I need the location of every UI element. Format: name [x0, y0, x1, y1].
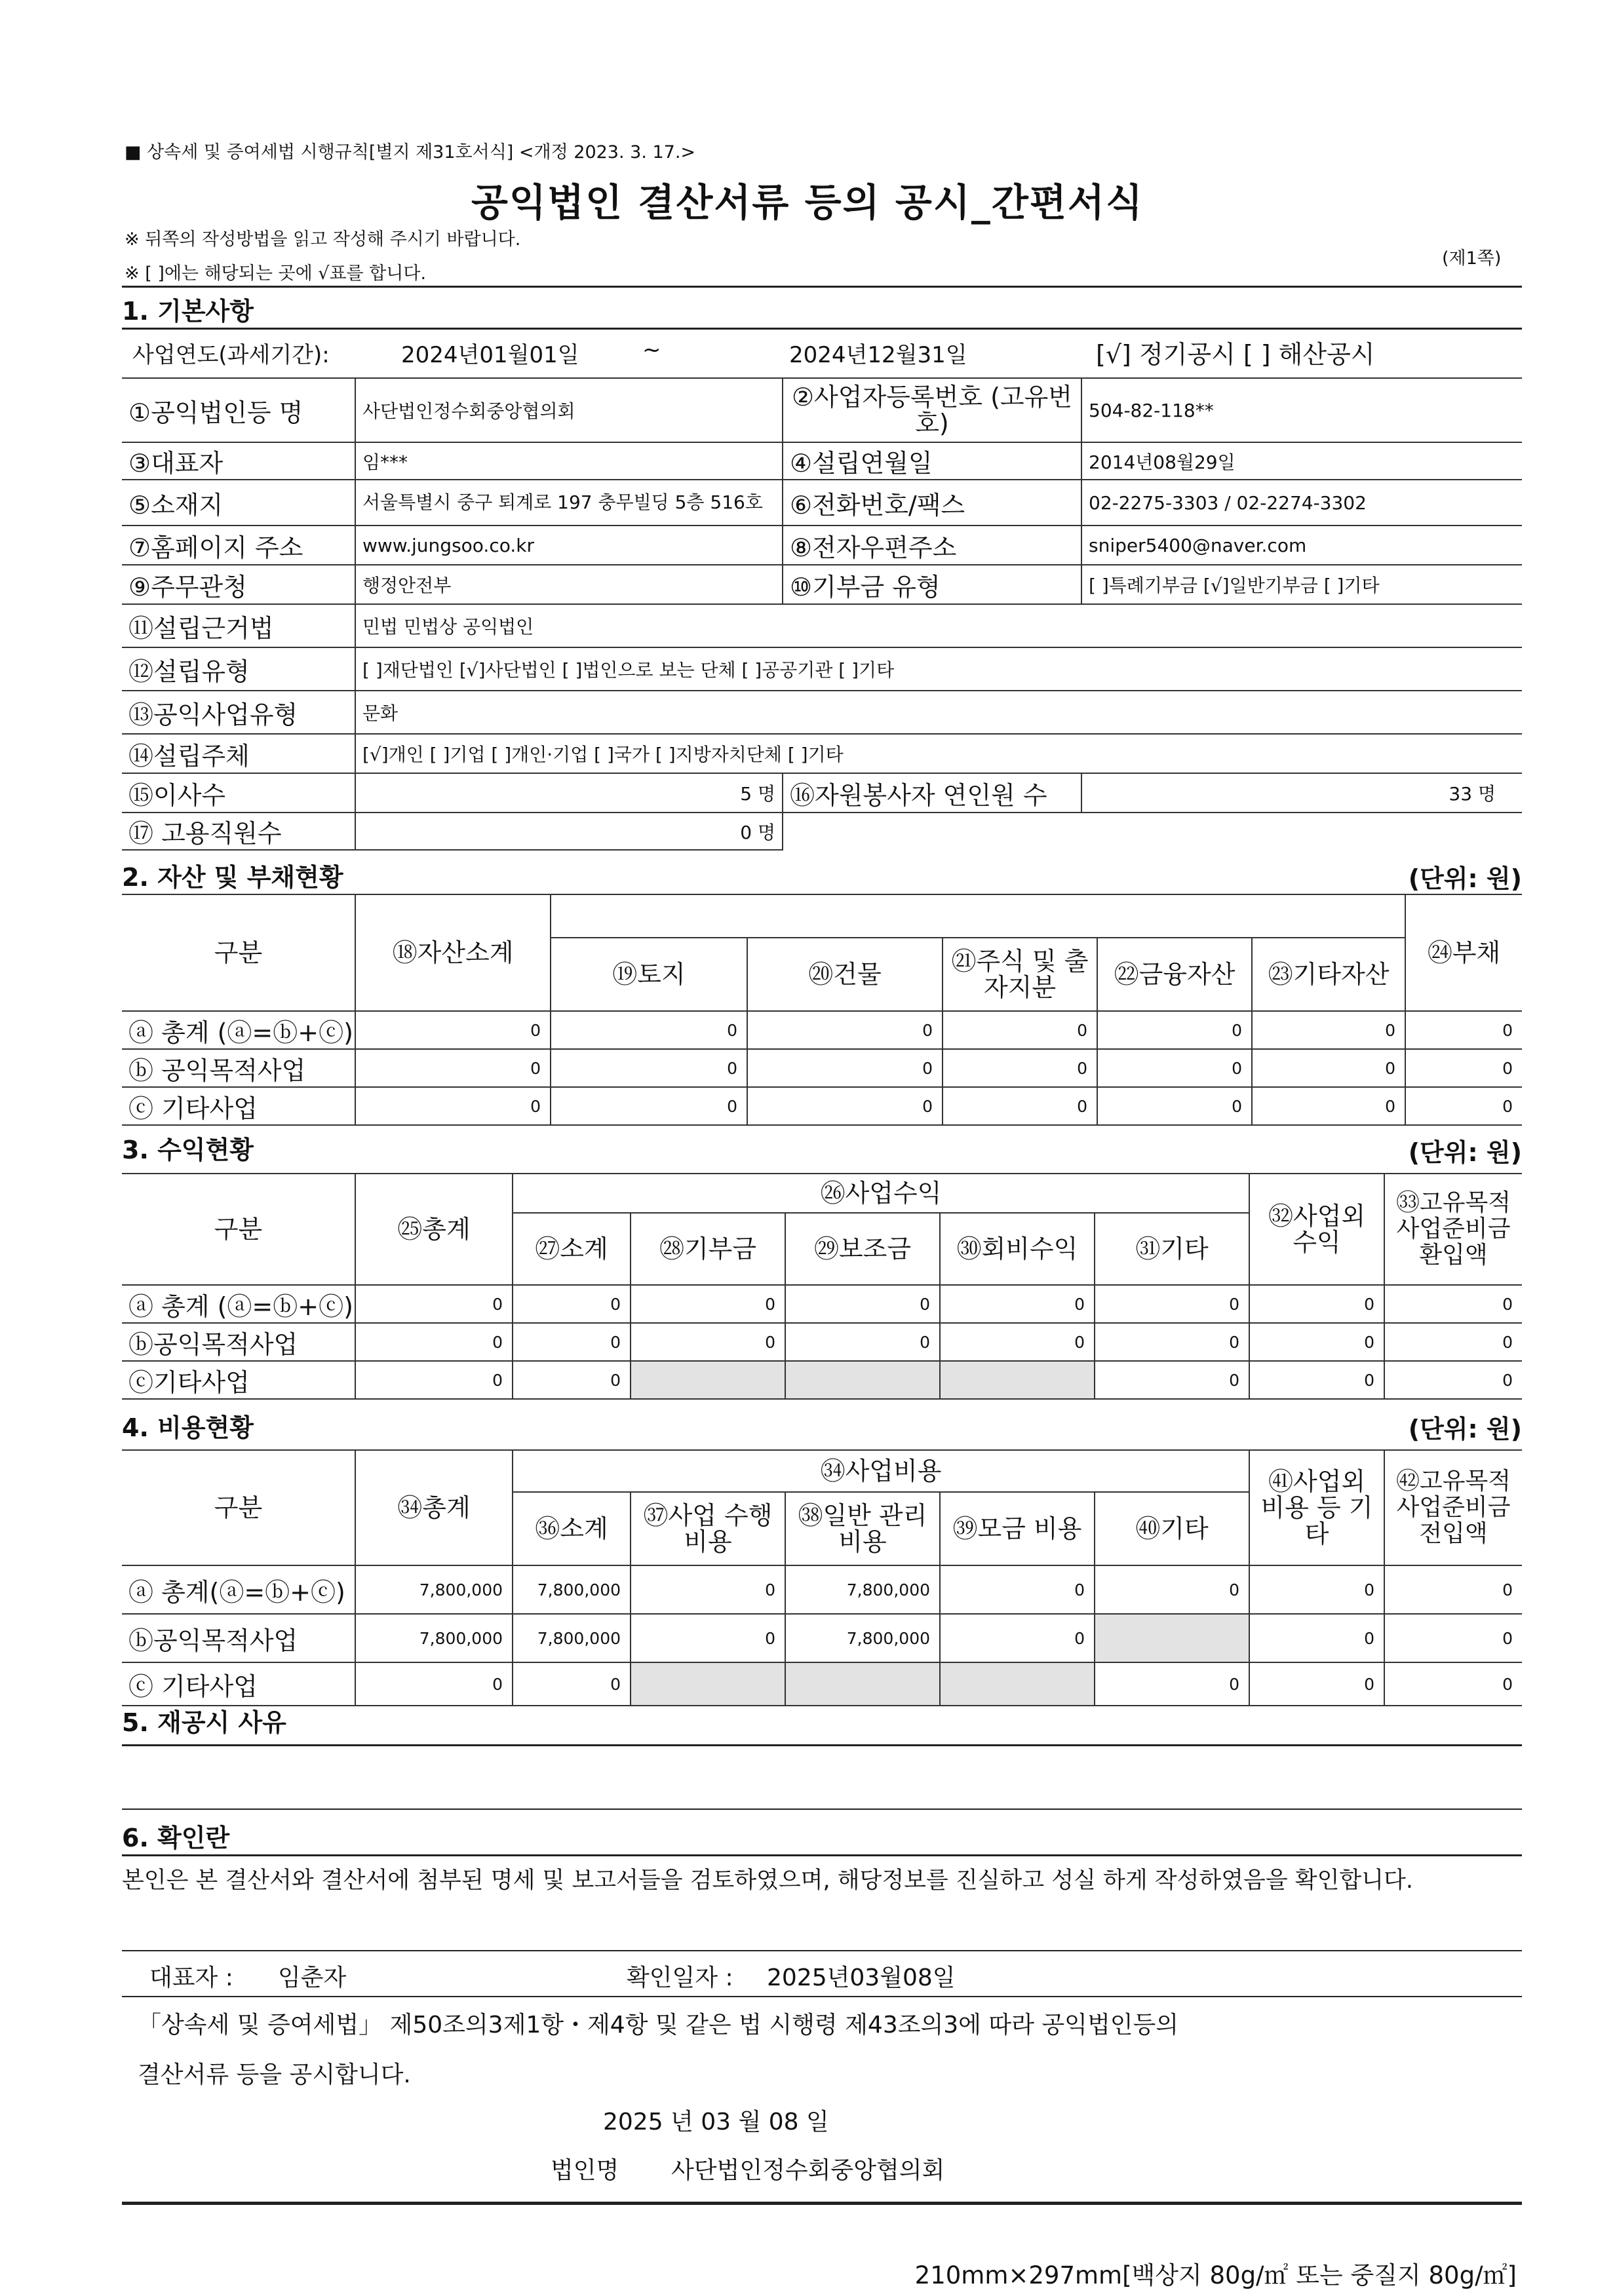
basic-info-table	[122, 377, 1522, 851]
regno-label: ②사업자등록번호 (고유번호)	[783, 378, 1081, 442]
directors-value: 5 명	[355, 773, 783, 813]
found-date-label: ④설립연월일	[783, 442, 1081, 480]
cell: 7,800,000	[785, 1614, 940, 1662]
confirm-rep-name: 임춘자	[278, 1964, 347, 1991]
cell: 0	[631, 1565, 785, 1614]
table-row	[122, 1361, 1522, 1399]
period-end: 2024년12월31일	[789, 342, 967, 368]
cell: 0	[943, 1011, 1097, 1049]
revenue-header-other: ㉛기타	[1095, 1213, 1249, 1285]
expense-header-nonbusiness: ㊶사업외 비용 등 기타	[1249, 1450, 1384, 1565]
cell: 0	[355, 1361, 513, 1399]
revenue-header-reserve: ㉝고유목적사업준비금환입액	[1384, 1174, 1522, 1285]
expense-header-reserve: ㊷고유목적 사업준비금 전입액	[1384, 1450, 1522, 1565]
cell: 0	[551, 1087, 747, 1125]
ministry-label: ⑨주무관청	[122, 565, 355, 604]
assets-unit: (단위: 원)	[1408, 864, 1522, 893]
revenue-unit: (단위: 원)	[1408, 1138, 1522, 1167]
revenue-header-subtotal: ㉗소계	[513, 1213, 631, 1285]
revenue-header-total: ㉕총계	[355, 1174, 513, 1285]
expense-header-admin: ㊳일반 관리비용	[785, 1492, 940, 1565]
shaded-cell	[785, 1662, 940, 1706]
row-label: ⓐ 총계 (ⓐ=ⓑ+ⓒ)	[122, 1285, 355, 1323]
cell: 0	[940, 1565, 1095, 1614]
found-type-value: [ ]재단법인 [√]사단법인 [ ]법인으로 보는 단체 [ ]공공기관 [ ]기타	[355, 647, 1522, 691]
assets-header-financial: ㉒금융자산	[1097, 938, 1252, 1011]
cell: 0	[940, 1323, 1095, 1361]
cell: 0	[1252, 1011, 1405, 1049]
shaded-cell	[631, 1662, 785, 1706]
cell: 0	[1095, 1285, 1249, 1323]
confirm-date: 2025년03월08일	[767, 1964, 956, 1991]
table-row	[122, 1614, 1522, 1662]
employees-label: ⑰ 고용직원수	[122, 813, 355, 850]
revenue-header-category: 구분	[122, 1174, 355, 1285]
directors-label: ⑮이사수	[122, 773, 355, 813]
cell: 0	[1384, 1285, 1522, 1323]
table-row	[122, 1087, 1522, 1125]
row-label: ⓒ기타사업	[122, 1361, 355, 1399]
shaded-cell	[1095, 1614, 1249, 1662]
cell: 0	[355, 1285, 513, 1323]
cell: 0	[1384, 1323, 1522, 1361]
corp-name-label: 법인명	[551, 2157, 619, 2184]
row-label: ⓒ 기타사업	[122, 1662, 355, 1706]
cell: 0	[1384, 1614, 1522, 1662]
cell: 0	[1249, 1662, 1384, 1706]
period-start: 2024년01월01일	[401, 342, 579, 368]
cell: 0	[1095, 1662, 1249, 1706]
cell: 0	[1095, 1323, 1249, 1361]
address-value: 서울특별시 중구 퇴계로 197 충무빌딩 5층 516호	[355, 480, 783, 526]
cell: 0	[1249, 1285, 1384, 1323]
expense-header-subtotal: ㊱소계	[513, 1492, 631, 1565]
revenue-header-business: ㉖사업수익	[513, 1174, 1249, 1213]
confirm-date-label: 확인일자 :	[627, 1964, 733, 1991]
table-row	[122, 1662, 1522, 1706]
rep-value: 임***	[355, 442, 783, 480]
employees-value: 0 명	[355, 813, 783, 850]
found-date-value: 2014년08월29일	[1081, 442, 1522, 480]
row-label: ⓑ공익목적사업	[122, 1614, 355, 1662]
corp-name: 사단법인정수회중앙협의회	[671, 2157, 945, 2184]
section-assets-title: 2. 자산 및 부채현황	[122, 863, 343, 892]
row-label: ⓑ 공익목적사업	[122, 1049, 355, 1087]
revenue-header-membership: ㉚회비수익	[940, 1213, 1095, 1285]
cell: 0	[355, 1011, 551, 1049]
cell: 0	[1097, 1049, 1252, 1087]
expense-table	[122, 1449, 1522, 1706]
section-redisclosure-title: 5. 재공시 사유	[122, 1708, 286, 1737]
cell: 0	[785, 1285, 940, 1323]
confirm-rep-label: 대표자 :	[149, 1964, 233, 1991]
regno-value: 504-82-118**	[1081, 378, 1522, 442]
cell: 0	[1252, 1049, 1405, 1087]
section-confirm-title: 6. 확인란	[122, 1824, 230, 1852]
expense-header-fundraising: ㊴모금 비용	[940, 1492, 1095, 1565]
page-number: (제1쪽)	[1442, 248, 1502, 269]
shaded-cell	[785, 1361, 940, 1399]
cell: 0	[785, 1323, 940, 1361]
disclosure-type: [√] 정기공시 [ ] 해산공시	[1096, 340, 1375, 369]
website-value: www.jungsoo.co.kr	[355, 526, 783, 565]
section-basic-title: 1. 기본사항	[122, 297, 254, 326]
found-type-label: ⑫설립유형	[122, 647, 355, 691]
assets-header-category: 구분	[122, 894, 355, 1011]
cell: 0	[940, 1285, 1095, 1323]
cell: 0	[1097, 1011, 1252, 1049]
name-label: ①공익법인등 명	[122, 378, 355, 442]
biz-type-value: 문화	[355, 691, 1522, 734]
cell: 0	[747, 1087, 943, 1125]
tel-value: 02-2275-3303 / 02-2274-3302	[1081, 480, 1522, 526]
cell: 0	[551, 1049, 747, 1087]
shaded-cell	[940, 1361, 1095, 1399]
email-value: sniper5400@naver.com	[1081, 526, 1522, 565]
assets-header-stocks: ㉑주식 및 출자지분	[943, 938, 1097, 1011]
cell: 0	[1405, 1087, 1522, 1125]
cell: 0	[1249, 1323, 1384, 1361]
row-label: ⓐ 총계 (ⓐ=ⓑ+ⓒ)	[122, 1011, 355, 1049]
cell: 0	[631, 1614, 785, 1662]
founder-label: ⑭설립주체	[122, 734, 355, 773]
table-row	[122, 1049, 1522, 1087]
cell: 7,800,000	[355, 1614, 513, 1662]
confirm-statement: 본인은 본 결산서와 결산서에 첨부된 명세 및 보고서들을 검토하였으며, 해당정보를 진실하고 성실 하게 작성하였음을 확인합니다.	[122, 1867, 1413, 1894]
assets-header-building: ⑳건물	[747, 938, 943, 1011]
section-revenue-title: 3. 수익현황	[122, 1136, 254, 1164]
address-label: ⑤소재지	[122, 480, 355, 526]
name-value: 사단법인정수회중앙협의회	[355, 378, 783, 442]
period-label: 사업연도(과세기간):	[132, 342, 330, 368]
cell: 0	[747, 1011, 943, 1049]
law-value: 민법 민법상 공익법인	[355, 604, 1522, 647]
row-label: ⓑ공익목적사업	[122, 1323, 355, 1361]
period-tilde: ~	[642, 337, 661, 363]
cell: 0	[513, 1323, 631, 1361]
assets-header-subtotal: ⑱자산소계	[355, 894, 551, 1011]
cell: 0	[1405, 1049, 1522, 1087]
expense-header-other: ㊵기타	[1095, 1492, 1249, 1565]
cell: 0	[1384, 1361, 1522, 1399]
assets-header-other: ㉓기타자산	[1252, 938, 1405, 1011]
cell: 7,800,000	[513, 1614, 631, 1662]
cell: 0	[1095, 1565, 1249, 1614]
revenue-header-subsidy: ㉙보조금	[785, 1213, 940, 1285]
expense-header-total: ㉞총계	[355, 1450, 513, 1565]
founder-value: [√]개인 [ ]기업 [ ]개인·기업 [ ]국가 [ ]지방자치단체 [ ]기타	[355, 734, 1522, 773]
volunteers-value: 33 명	[1081, 773, 1522, 813]
cell: 0	[355, 1662, 513, 1706]
volunteers-label: ⑯자원봉사자 연인원 수	[783, 773, 1081, 813]
cell: 0	[1384, 1565, 1522, 1614]
table-row	[122, 1011, 1522, 1049]
expense-header-category: 구분	[122, 1450, 355, 1565]
revenue-table	[122, 1173, 1522, 1400]
legal-basis: ■ 상속세 및 증여세법 시행규칙[별지 제31호서식] <개정 2023. 3. 17.>	[125, 142, 696, 163]
paper-size: 210mm×297mm[백상지 80g/㎡ 또는 중질지 80g/㎡]	[914, 2261, 1517, 2289]
table-row	[122, 1565, 1522, 1614]
cell: 0	[1252, 1087, 1405, 1125]
cell: 0	[1384, 1662, 1522, 1706]
cell: 0	[747, 1049, 943, 1087]
law-label: ⑪설립근거법	[122, 604, 355, 647]
cell: 0	[513, 1285, 631, 1323]
rep-label: ③대표자	[122, 442, 355, 480]
table-row	[122, 1285, 1522, 1323]
row-label: ⓐ 총계(ⓐ=ⓑ+ⓒ)	[122, 1565, 355, 1614]
revenue-header-donation: ㉘기부금	[631, 1213, 785, 1285]
cell: 7,800,000	[785, 1565, 940, 1614]
cell: 0	[551, 1011, 747, 1049]
cell: 0	[1097, 1087, 1252, 1125]
cell: 0	[1249, 1361, 1384, 1399]
cell: 0	[943, 1049, 1097, 1087]
cell: 0	[513, 1662, 631, 1706]
law-statement-line2: 결산서류 등을 공시합니다.	[138, 2061, 411, 2088]
row-label: ⓒ 기타사업	[122, 1087, 355, 1125]
cell: 0	[1249, 1614, 1384, 1662]
donation-type-label: ⑩기부금 유형	[783, 565, 1081, 604]
website-label: ⑦홈페이지 주소	[122, 526, 355, 565]
form-title: 공익법인 결산서류 등의 공시_간편서식	[471, 180, 1144, 225]
biz-type-label: ⑬공익사업유형	[122, 691, 355, 734]
instruction-note-1: ※ 뒤쪽의 작성방법을 읽고 작성해 주시기 바랍니다.	[125, 229, 521, 250]
cell: 0	[513, 1361, 631, 1399]
section-expense-title: 4. 비용현황	[122, 1413, 254, 1442]
assets-header-liabilities: ㉔부채	[1405, 894, 1522, 1011]
cell: 0	[943, 1087, 1097, 1125]
cell: 7,800,000	[355, 1565, 513, 1614]
email-label: ⑧전자우편주소	[783, 526, 1081, 565]
instruction-note-2: ※ [ ]에는 해당되는 곳에 √표를 합니다.	[125, 263, 427, 284]
tel-label: ⑥전화번호/팩스	[783, 480, 1081, 526]
cell: 0	[631, 1285, 785, 1323]
shaded-cell	[631, 1361, 785, 1399]
expense-header-business: ㉞사업비용	[513, 1450, 1249, 1492]
table-row	[122, 1323, 1522, 1361]
cell: 0	[631, 1323, 785, 1361]
cell: 0	[940, 1614, 1095, 1662]
cell: 0	[1095, 1361, 1249, 1399]
cell: 0	[1405, 1011, 1522, 1049]
disclosure-date: 2025 년 03 월 08 일	[603, 2109, 829, 2135]
donation-type-value: [ ]특례기부금 [√]일반기부금 [ ]기타	[1081, 565, 1522, 604]
expense-header-operating: ㊲사업 수행비용	[631, 1492, 785, 1565]
cell: 7,800,000	[513, 1565, 631, 1614]
law-statement-line1: 「상속세 및 증여세법」 제50조의3제1항・제4항 및 같은 법 시행령 제43조의3에 따라 공익법인등의	[138, 2012, 1179, 2038]
expense-unit: (단위: 원)	[1408, 1415, 1522, 1444]
ministry-value: 행정안전부	[355, 565, 783, 604]
cell: 0	[355, 1087, 551, 1125]
cell: 0	[355, 1323, 513, 1361]
revenue-header-nonbusiness: ㉜사업외수익	[1249, 1174, 1384, 1285]
assets-header-land: ⑲토지	[551, 938, 747, 1011]
shaded-cell	[940, 1662, 1095, 1706]
cell: 0	[355, 1049, 551, 1087]
assets-table	[122, 894, 1522, 1126]
cell: 0	[1249, 1565, 1384, 1614]
